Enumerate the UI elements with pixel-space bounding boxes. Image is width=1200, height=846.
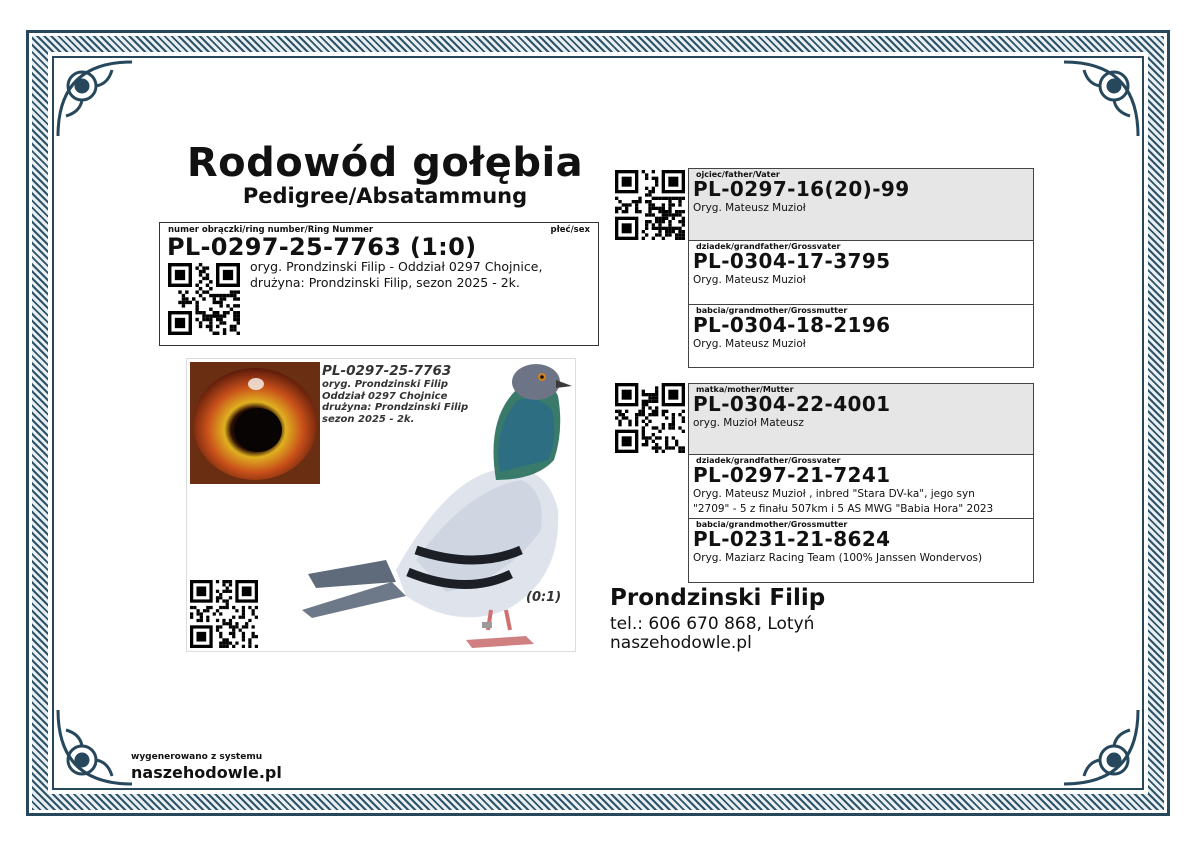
maternal-grandmother-box	[688, 518, 1034, 583]
mother-label: matka/mother/Mutter	[696, 385, 794, 394]
father-ring: PL-0297-16(20)-99	[693, 177, 910, 201]
grandmother-label: babcia/grandmother/Grossmutter	[696, 520, 848, 529]
pigeon-photo	[296, 360, 576, 656]
qr-code-icon	[168, 263, 240, 335]
qr-code-icon	[190, 580, 258, 648]
grandmother-ring: PL-0304-18-2196	[693, 313, 891, 337]
photo-caption-line: sezon 2025 - 2k.	[322, 413, 415, 425]
main-description-line: oryg. Prondzinski Filip - Oddział 0297 Chojnice,	[250, 259, 543, 274]
corner-ornament-icon	[1058, 704, 1144, 790]
photo-caption-line: drużyna: Prondzinski Filip	[322, 402, 469, 413]
page-subtitle: Pedigree/Absatammung	[242, 184, 528, 208]
father-note: Oryg. Mateusz Muzioł	[693, 202, 806, 214]
grandfather-note: Oryg. Mateusz Muzioł	[693, 274, 806, 286]
main-ring-number: PL-0297-25-7763 (1:0)	[167, 233, 477, 261]
corner-ornament-icon	[52, 56, 138, 142]
photo-sex-code: (0:1)	[526, 590, 562, 605]
grandfather-label: dziadek/grandfather/Grossvater	[696, 242, 841, 251]
ring-label: numer obrączki/ring number/Ring Nummer	[168, 225, 374, 235]
photo-ring: PL-0297-25-7763	[322, 363, 452, 379]
footer-site-link[interactable]: naszehodowle.pl	[131, 763, 282, 782]
mother-ring: PL-0304-22-4001	[693, 392, 891, 416]
paternal-grandfather-box	[688, 240, 1034, 305]
grandfather-ring: PL-0297-21-7241	[693, 463, 891, 487]
grandfather-ring: PL-0304-17-3795	[693, 249, 891, 273]
photo-caption-line: Oddział 0297 Chojnice	[322, 390, 448, 402]
father-label: ojciec/father/Vater	[696, 170, 780, 179]
photo-caption-line: oryg. Prondzinski Filip	[322, 379, 449, 390]
grandmother-note: Oryg. Mateusz Muzioł	[693, 338, 806, 350]
footer-generated-text: wygenerowano z systemu	[131, 752, 263, 762]
breeder-phone: tel.: 606 670 868, Lotyń	[610, 614, 815, 634]
mother-box	[688, 383, 1034, 455]
breeder-name: Prondzinski Filip	[610, 585, 826, 611]
father-box	[688, 168, 1034, 241]
corner-ornament-icon	[1058, 56, 1144, 142]
paternal-grandmother-box	[688, 304, 1034, 368]
grandmother-note: Oryg. Maziarz Racing Team (100% Janssen Wondervos)	[693, 552, 983, 564]
mother-note: oryg. Muzioł Mateusz	[693, 417, 804, 429]
page-title: Rodowód gołębia	[186, 140, 584, 186]
maternal-grandfather-box	[688, 454, 1034, 519]
breeder-site-link[interactable]: naszehodowle.pl	[610, 633, 752, 653]
grandfather-label: dziadek/grandfather/Grossvater	[696, 456, 841, 465]
grandmother-ring: PL-0231-21-8624	[693, 527, 891, 551]
grandfather-note: Oryg. Mateusz Muzioł , inbred "Stara DV-ka", jego syn	[693, 488, 975, 500]
main-ring-box	[159, 222, 599, 346]
main-description	[250, 259, 542, 291]
main-description-line: drużyna: Prondzinski Filip, sezon 2025 - 2k.	[250, 275, 520, 290]
qr-code-icon	[615, 170, 685, 240]
grandmother-label: babcia/grandmother/Grossmutter	[696, 306, 848, 315]
qr-code-icon	[615, 383, 685, 453]
sex-label: płeć/sex	[550, 225, 590, 235]
grandfather-note: "2709" - 5 z finału 507km i 5 AS MWG "Babia Hora" 2023	[693, 503, 994, 515]
corner-ornament-icon	[52, 704, 138, 790]
